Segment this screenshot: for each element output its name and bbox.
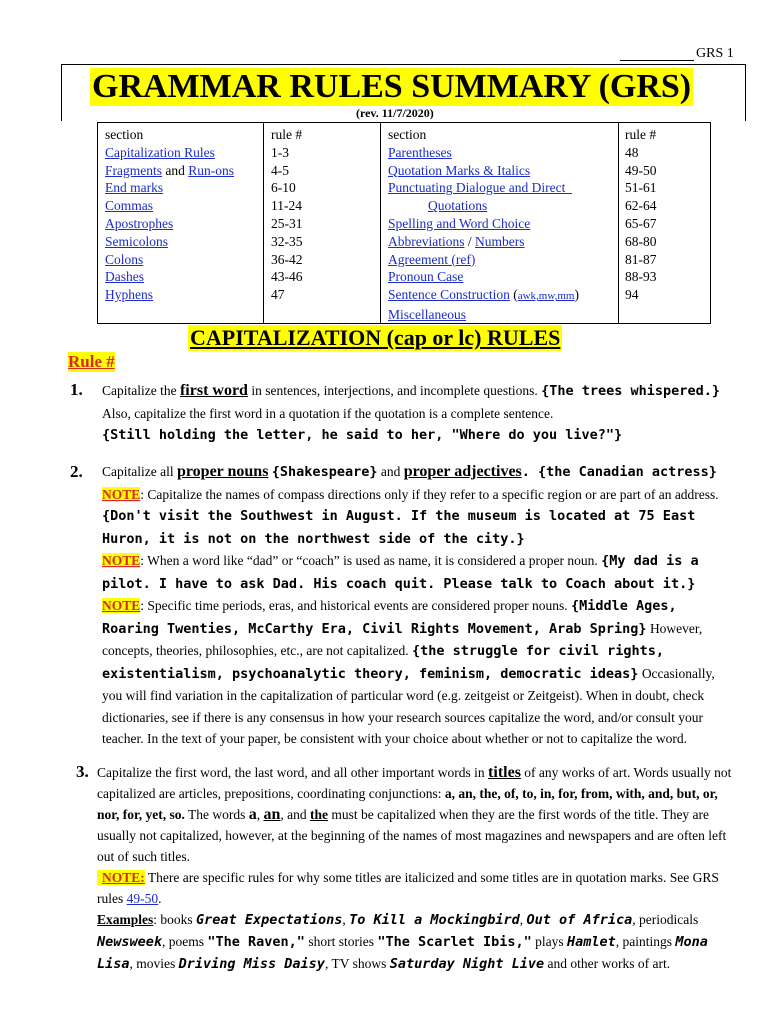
toc-link[interactable] [388,198,487,213]
toc-rule: 68-80 [625,233,657,249]
key-term: proper adjectives [403,463,522,480]
text: , periodicals [632,912,699,927]
toc-text: ( [509,287,518,303]
toc-rule: 43-46 [271,269,303,285]
example: Out of Africa [526,912,633,928]
page-label: GRS 1 [696,46,734,61]
text: The words [184,807,249,822]
text: books [157,912,197,927]
toc-header-rule: rule # [271,127,303,142]
text: , paintings [615,934,676,949]
lowercase-words: a, an, the, of, to, in, for, from, with, and, but, or, nor, for, yet, so. [97,786,718,822]
text: Capitalize the first word, the last word, and all other important words in [97,765,489,780]
text: Capitalize the [102,383,180,398]
text: of any works of art. Words usually not capitalized are articles, prepositions, coordinating conjunctions: [97,765,732,801]
key-term: titles [488,764,521,781]
text: , and [280,807,311,822]
toc-link[interactable]: awk,mw,mm [517,290,575,303]
examples-label: Examples [97,912,154,927]
example: To Kill a Mockingbird [349,912,520,928]
key-term: proper nouns [176,463,269,480]
rule-number-label: Rule # [68,352,115,371]
example: Mona Lisa [97,934,708,972]
note-label: NOTE [102,553,141,568]
toc-text: / [464,233,476,249]
toc-divider [380,123,381,323]
text: short stories [304,934,378,949]
header-rule [620,60,694,61]
rule-number: 3. [76,762,89,781]
toc-link[interactable]: Numbers [475,233,525,249]
text: , movies [129,956,179,971]
toc-link[interactable]: Apostrophes [105,215,174,231]
example: {My dad is a pilot. I have to ask Dad. His coach quit. Please talk to Coach about it.} [102,553,699,592]
text: and other works of art. [544,956,671,971]
toc-rule: 88-93 [625,269,657,285]
key-term: a [248,806,257,823]
toc-rule: 11-24 [271,198,302,214]
toc-link[interactable]: Abbreviations [388,233,465,249]
revision-date: (rev. 11/7/2020) [356,106,434,120]
text: Capitalize all [102,464,177,479]
toc-rule: 51-61 [625,180,657,196]
toc-rule: 48 [625,144,639,160]
toc-link[interactable]: Sentence Construction [388,287,510,303]
toc-left-sections [105,126,234,304]
example: Hamlet [567,934,616,950]
toc-link[interactable]: Punctuating Dialogue and Direct [388,180,566,196]
text: , TV shows [324,956,390,971]
rule-number: 1. [70,380,83,399]
example: Driving Miss Daisy [178,956,325,972]
toc-rule: 94 [625,287,639,303]
toc-rule: 1-3 [271,144,289,160]
text: : When a word like “dad” or “coach” is used as name, it is considered a proper noun. [140,553,602,568]
toc-link[interactable]: ref [455,251,471,267]
toc-rule: 6-10 [271,180,296,196]
rule-3-text: Capitalize the first word, the last word, and all other important words in titles of any works of art. Words usually not capitalized are articles, prepositions, coordinating conjunctions: a, an, the, of, to, in, for, from, with, and, but, or, nor, for, yet, so. The words a, an, and the must be capitalized when they are the first words of the title. They are usually not capitalized, however, at the beginning of the names of most magazines and newspapers and are often left out of such titles. NOTE: There are specific rules for why some titles are italicized and some titles are in quotation marks. See GRS rules 49-50. Examples: books Great Expectations, To Kill a Mockingbird, Out of Africa, periodicals Newsweek, poems "The Raven," short stories "The Scarlet Ibis," plays Hamlet, paintings Mona Lisa, movies Driving Miss Daisy, TV shows Saturday Night Live and other works of art. [97,764,732,972]
text: : Capitalize the names of compass directions only if they refer to a specific region or are part of an address. [140,486,719,502]
example: {Shakespeare} [271,464,378,480]
toc-rule: 81-87 [625,251,657,267]
toc-rule: 32-35 [271,233,303,249]
toc-rule: 47 [271,287,285,303]
example: . {the Canadian actress} [521,464,717,480]
toc-link[interactable]: Pronoun Case [388,269,464,285]
example: Saturday Night Live [389,956,545,972]
toc-right-rules [625,126,657,304]
toc-rule: 62-64 [625,198,657,214]
toc-rule: 25-31 [271,215,303,231]
toc-text: ) [574,287,579,303]
toc-link[interactable]: Dashes [105,269,144,285]
toc-link[interactable]: Capitalization Rules [105,144,215,160]
toc-left-rules [271,126,303,304]
toc-link[interactable]: Colons [105,251,144,267]
text: in sentences, interjections, and incomplete questions. [247,383,542,398]
toc-link[interactable]: Parentheses [388,144,452,160]
toc-header-section: section [388,127,427,142]
text: Also, capitalize the first word in a quotation if the quotation is a complete sentence. [102,405,554,421]
text: plays [531,934,568,949]
toc-link[interactable]: Commas [105,198,154,214]
note-label: NOTE: [97,870,145,885]
key-term: the [310,807,329,822]
note-label: NOTE [102,598,141,613]
toc-text: ( [447,251,456,267]
toc-table [97,122,711,324]
text: However, concepts, theories, philosophies, etc., are not capitalized. [102,620,703,658]
toc-divider [263,123,264,323]
key-term: an [263,806,281,823]
toc-link[interactable]: Hyphens [105,287,153,303]
toc-right-sections [388,126,579,324]
toc-divider [618,123,619,323]
key-term: first word [179,382,248,399]
text: There are specific rules for why some titles are italicized and some titles are in quotation marks. See GRS rules [97,870,719,906]
rule-number: 2. [70,462,83,481]
text: and [377,464,404,479]
text: , poems [162,934,208,949]
example: {Don't visit the Southwest in August. If the museum is located at 75 East Huron, it is not on the northwest side of the city.} [102,508,696,547]
example: Great Expectations [196,912,343,928]
toc-rule: 49-50 [625,162,657,178]
toc-link[interactable]: Agreement [388,251,448,267]
rule-2-text [102,461,732,750]
toc-text: ) [470,251,476,267]
toc-link[interactable]: End marks [105,180,164,196]
toc-link[interactable]: Run-ons [188,162,235,178]
example: {Still holding the letter, he said to her, "Where do you live?"} [102,427,623,443]
example: {Middle Ages, Roaring Twenties, McCarthy Era, Civil Rights Movement, Arab Spring} [102,598,677,637]
toc-link[interactable]: Spelling and Word Choice [388,215,531,231]
toc-rule: 36-42 [271,251,303,267]
note-label: NOTE [102,486,141,502]
toc-rule: 4-5 [271,162,289,178]
toc-link[interactable]: Fragments [105,162,162,178]
example: "The Raven," [207,934,305,950]
toc-rule: 65-67 [625,215,657,231]
toc-header-section: section [105,127,144,142]
text: : Specific time periods, eras, and historical events are considered proper nouns. [140,598,571,613]
toc-header-rule: rule # [625,127,657,142]
example: Newsweek [97,934,163,950]
section-heading: CAPITALIZATION (cap or lc) RULES [190,325,561,350]
toc-link[interactable]: Semicolons [105,233,168,249]
text: Occasionally, you will find variation in the capitalization of particular word (e.g. zeitgeist or Zeitgeist). When in doubt, check dictionaries, see if there is any consensus in how your research sources capitalize the word, and/or consult your teacher. In the text of your paper, be consistent with your choice about whether or not to capitalize the word. [102,665,715,746]
example: {the struggle for civil rights, existentialism, psychoanalytic theory, feminism, democratic ideas} [102,643,664,682]
text: must be capitalized when they are the first words of the title. They are usually not capitalized, however, at the beginning of the names of most magazines and newspapers and are often left out of such titles. [97,807,727,864]
example: {The trees whispered.} [541,383,720,399]
page-title: GRAMMAR RULES SUMMARY (GRS) [92,68,692,105]
rule-1-text [102,380,727,447]
toc-link-text: Quotations [428,198,488,214]
toc-text: and [162,162,189,178]
example: "The Scarlet Ibis," [377,934,532,950]
toc-link[interactable]: Quotation Marks & Italics [388,162,531,178]
toc-link[interactable]: Miscellaneous [388,306,466,322]
rule-link[interactable]: 49-50 [126,891,159,906]
